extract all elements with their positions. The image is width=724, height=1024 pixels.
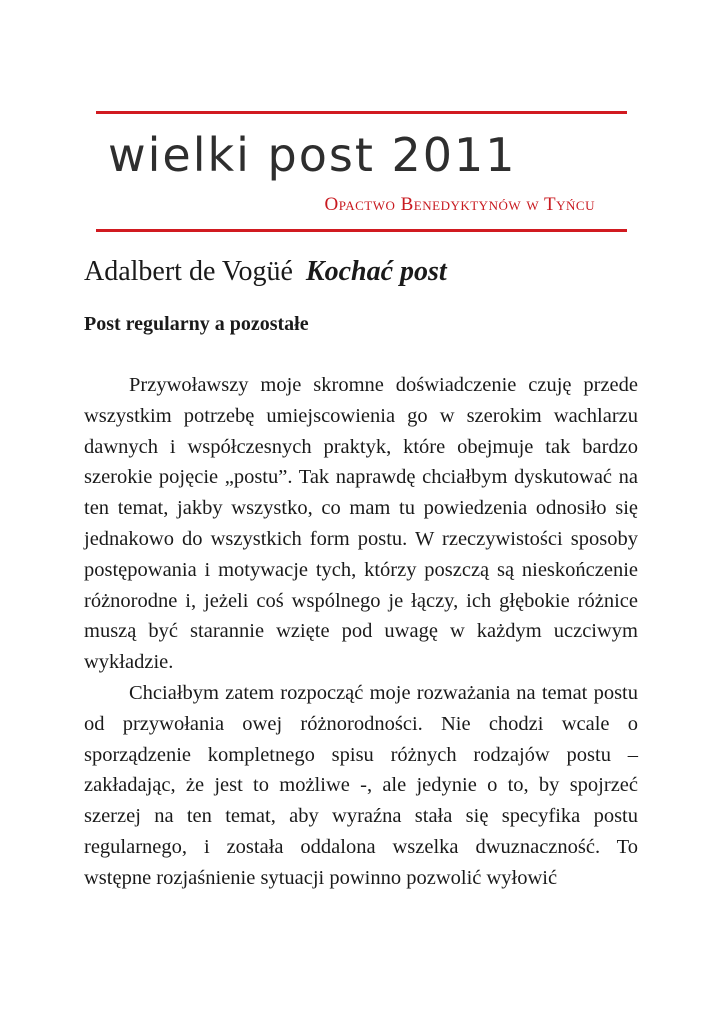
banner-bottom-rule [96,229,627,232]
banner-subtitle: Opactwo Benedyktynów w Tyńcu [324,194,595,215]
article-heading [84,256,447,288]
author-name: Adalbert de Vogüé [84,256,293,287]
paragraph-2: Chciałbym zatem rozpocząć moje rozważania na temat postu od przywołania owej różnorodności. Nie chodzi wcale o sporządzenie kompletnego spisu różnych rodzajów postu – zakładając, że jest to możliwe -, ale jedynie o to, by spojrzeć szerzej na ten temat, aby wyraźna stała się specyfika postu regularnego, i została oddalona wszelka dwuznaczność. To wstępne rozjaśnienie sytuacji powinno pozwolić wyłowić [84,681,638,889]
paragraph-1: Przywoławszy moje skromne doświadczenie czuję przede wszystkim potrzebę umiejscowienia go w szerokim wachlarzu dawnych i współczesnych praktyk, które obejmuje tak bardzo szerokie pojęcie „postu”. Tak naprawdę chciałbym dyskutować na ten temat, jakby wszystko, co mam tu powiedzenia odnosiło się jednakowo do wszystkich form postu. W rzeczywistości sposoby postępowania i motywacje tych, którzy poszczą są nieskończenie różnorodne i, jeżeli coś wspólnego je łączy, ich głębokie różnice muszą być starannie wzięte pod uwagę w każdym uczciwym wykładzie. [84,374,638,674]
book-title: Kochać post [305,256,447,287]
banner-top-rule [96,111,627,114]
article-body [84,370,638,894]
banner-title: wielki post 2011 [108,128,517,182]
header-banner [96,111,627,232]
section-title: Post regularny a pozostałe [84,313,309,335]
